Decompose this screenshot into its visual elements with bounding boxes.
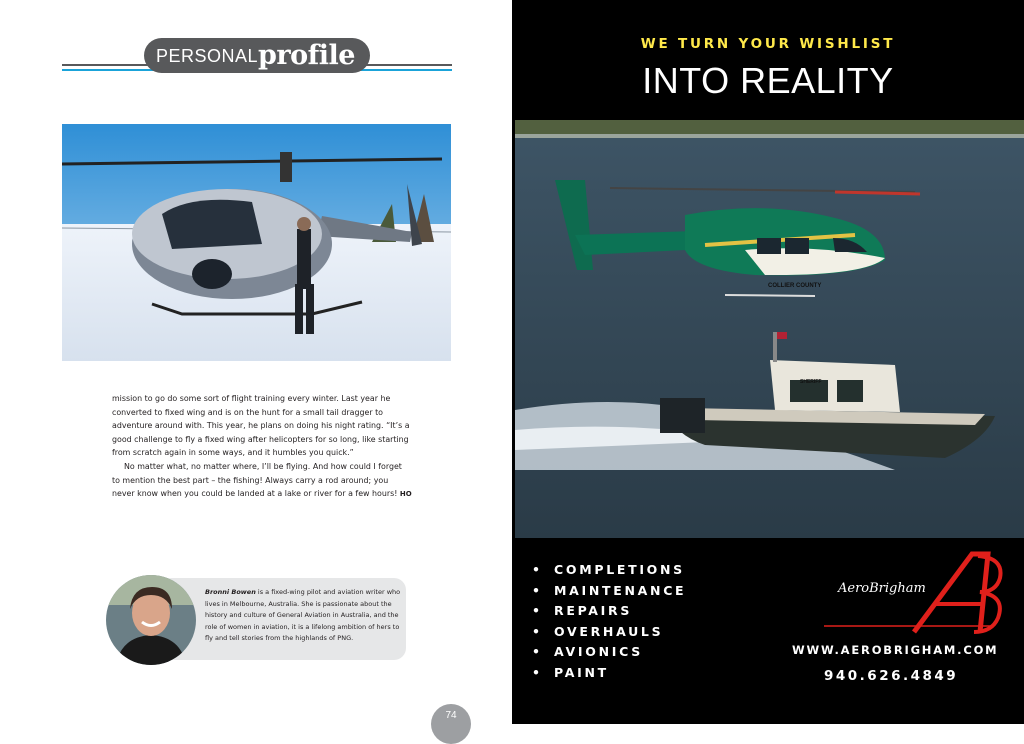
author-bio-text: is a fixed-wing pilot and aviation writer who lives in Melbourne, Australia. She is passionate about the history and culture of General Aviation in Australia, and the role of women in aviation, it is a lifelong ambition of hers to fly and tell stories from the highlands of PNG. [205,588,401,643]
ad-phone: 940.626.4849 [824,668,959,684]
service-item [532,663,686,684]
page-number: 74 [445,710,457,721]
ad-tagline: WE TURN YOUR WISHLIST [640,36,896,52]
boat-marking: SHERIFF [800,379,822,385]
right-page-ad [512,0,1024,724]
service-label: OVERHAULS [554,623,664,639]
service-item [532,581,686,602]
author-avatar [106,575,196,665]
service-label: PAINT [554,664,609,680]
bullet-icon: • [532,562,543,577]
bullet-icon: • [532,664,543,680]
aerobrigham-logo [804,548,1004,638]
article-paragraph-text: No matter what, no matter where, I’ll be flying. And how could I forget to mention the best part – the fishing! Always carry a rod around; you never know when you could be landed at a lake or river for a few hours! [112,461,402,499]
article-body [112,392,412,502]
services-list [532,560,686,684]
ad-website: WWW.AEROBRIGHAM.COM [792,643,999,657]
service-label: COMPLETIONS [554,562,685,577]
helicopter-boat-photo [515,120,1024,538]
service-item [532,560,686,581]
author-name: Bronni Bowen [205,588,256,596]
service-label: AVIONICS [554,644,643,660]
article-paragraph: mission to go do some sort of flight training every winter. Last year he converted to fixed wing and is on the hunt for a small tail dragger to adventure around with. This year, he plans on doing his night rating. “It’s a good challenge to fly a fixed wing after helicopters for so long, like starting from scratch again in some ways, and it humbles you quick.” [112,394,410,458]
end-mark: HO [399,490,412,499]
service-item [532,601,686,622]
author-bio [205,587,401,645]
service-item [532,642,686,663]
bullet-icon: • [532,582,543,598]
left-page [0,0,512,724]
service-label: REPAIRS [554,603,633,619]
bullet-icon: • [532,623,543,639]
logo-script: AeroBrigham [838,581,926,596]
page-number-badge [431,704,471,744]
helicopter-snow-photo [62,124,451,361]
helicopter-marking: COLLIER COUNTY [768,283,822,289]
service-label: MAINTENANCE [554,582,687,598]
article-paragraph [112,460,412,502]
bullet-icon: • [532,644,543,660]
ad-headline: INTO REALITY [642,60,894,101]
section-title-bold: profile [258,40,355,71]
service-item [532,622,686,643]
section-title-light: PERSONAL [156,46,259,66]
bullet-icon: • [532,603,543,619]
